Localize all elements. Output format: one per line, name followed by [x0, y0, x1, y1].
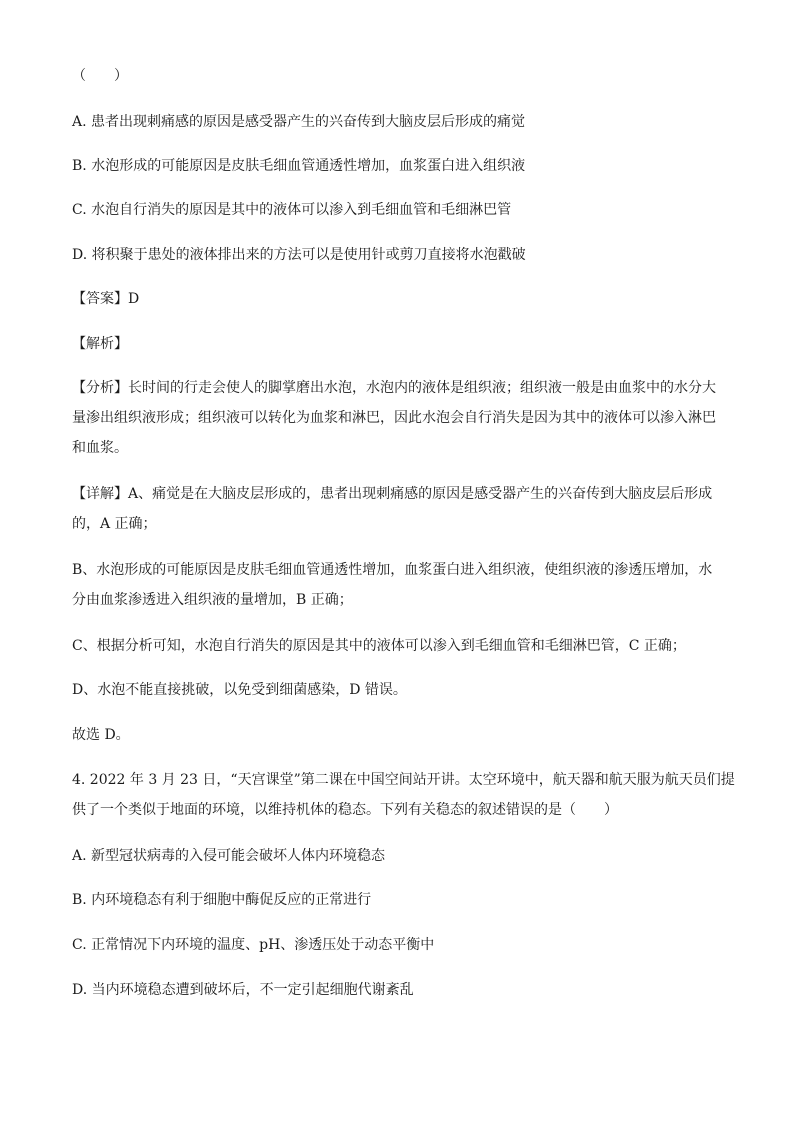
q3-option-a: A. 患者出现刺痛感的原因是感受器产生的兴奋传到大脑皮层后形成的痛觉	[72, 114, 526, 130]
fenxi-line-3: 和血浆。	[72, 440, 128, 456]
q3-answer-line	[72, 289, 139, 309]
q3-option-b: B. 水泡形成的可能原因是皮肤毛细血管通透性增加，血浆蛋白进入组织液	[72, 158, 526, 174]
q3-option-d: D. 将积聚于患处的液体排出来的方法可以是使用针或剪刀直接将水泡戳破	[72, 247, 526, 263]
q3-option-c: C. 水泡自行消失的原因是其中的液体可以渗入到毛细血管和毛细淋巴管	[72, 202, 512, 218]
q3-stem-tail: （ ）	[72, 68, 128, 84]
xiangjie-line-b2: 分由血浆渗透进入组织液的量增加，B 正确；	[72, 592, 353, 608]
fenxi-tag: 【分析】	[72, 380, 128, 396]
fenxi-line-1	[72, 378, 716, 398]
q4-stem-line-1: 4. 2022 年 3 月 23 日，“天宫课堂”第二课在中国空间站开讲。太空环境中，航天器和航天服为航天员们提	[72, 772, 735, 788]
q4-option-a: A. 新型冠状病毒的入侵可能会破坏人体内环境稳态	[72, 848, 386, 864]
xiangjie-tag: 【详解】	[72, 486, 128, 502]
q3-conclusion: 故选 D。	[72, 727, 130, 743]
fenxi-text-1: 长时间的行走会使人的脚掌磨出水泡，水泡内的液体是组织液；组织液一般是由血浆中的水分大	[128, 380, 716, 396]
analysis-tag: 【解析】	[72, 336, 128, 352]
answer-tag: 【答案】	[72, 291, 128, 307]
xiangjie-line-a1	[72, 484, 712, 504]
xiangjie-line-c: C、根据分析可知，水泡自行消失的原因是其中的液体可以渗入到毛细血管和毛细淋巴管，C 正确；	[72, 638, 686, 654]
xiangjie-line-d: D、水泡不能直接挑破，以免受到细菌感染，D 错误。	[72, 682, 407, 698]
fenxi-line-2: 量渗出组织液形成；组织液可以转化为血浆和淋巴，因此水泡会自行消失是因为其中的液体可以渗入淋巴	[72, 410, 716, 426]
answer-value: D	[128, 291, 140, 307]
xiangjie-line-b1: B、水泡形成的可能原因是皮肤毛细血管通透性增加，血浆蛋白进入组织液，使组织液的渗透压增加，水	[72, 562, 713, 578]
q4-stem-line-2: 供了一个类似于地面的环境，以维持机体的稳态。下列有关稳态的叙述错误的是（ ）	[72, 802, 618, 818]
q4-option-c: C. 正常情况下内环境的温度、pH、渗透压处于动态平衡中	[72, 937, 435, 953]
xiangjie-line-a2: 的，A 正确；	[72, 516, 157, 532]
q4-option-b: B. 内环境稳态有利于细胞中酶促反应的正常进行	[72, 892, 372, 908]
xiangjie-text-a1: A、痛觉是在大脑皮层形成的，患者出现刺痛感的原因是感受器产生的兴奋传到大脑皮层后形成	[128, 486, 713, 502]
q4-option-d: D. 当内环境稳态遭到破坏后，不一定引起细胞代谢紊乱	[72, 982, 414, 998]
